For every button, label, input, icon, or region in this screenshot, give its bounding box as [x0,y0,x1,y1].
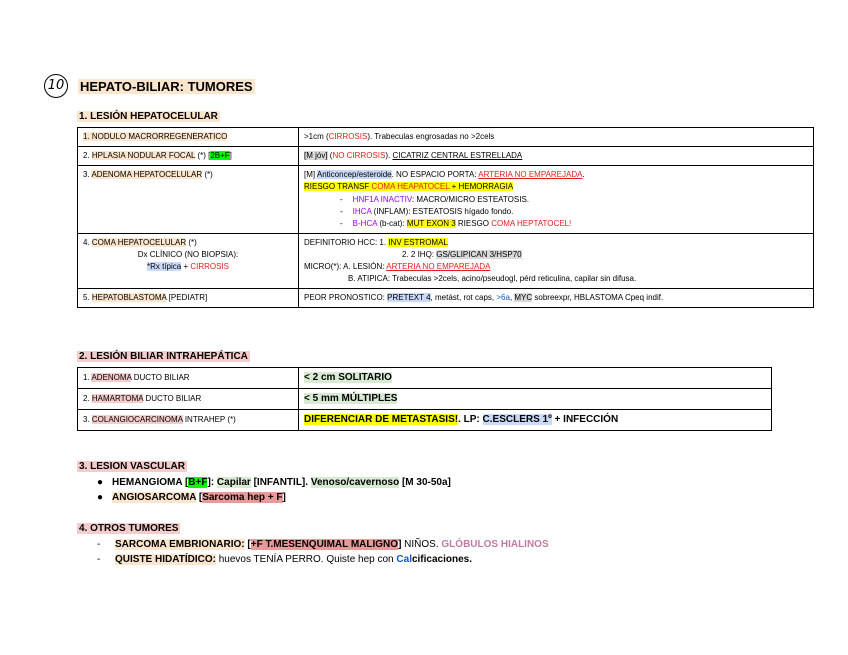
row-1-name [78,368,299,389]
text: (INFLAM): ESTEATOSIS hígado fondo. [371,207,514,216]
hepatoblastoma-label: HEPATOBLASTOMA [91,293,167,302]
row-2-name [78,147,299,166]
text: >1cm ( [304,132,329,141]
text: . [582,170,585,179]
list-item: - QUISTE HIDATÍDICO: huevos TENÍA PERRO. Quiste hep con Calcificaciones. [97,554,472,565]
text: ] [282,492,286,503]
row-2-desc [299,147,814,166]
row-3-desc [299,410,772,431]
text: HEMANGIOMA [ [112,477,189,488]
text: >6a [496,293,510,302]
text: PEOR PRONOSTICO: [304,293,388,302]
text: C.ESCLERS 1º [482,414,552,425]
row-1-name [78,128,299,147]
text: , [509,293,515,302]
text: DIFERENCIAR DE METASTASIS! [304,414,459,425]
text: NO CIRROSIS [332,151,386,160]
dx-line: Dx CLÍNICO (NO BIOPSIA): [137,250,239,259]
text: < 2 cm SOLITARIO [304,372,392,383]
text: + INFECCIÓN [551,414,619,425]
text: sobreexpr, HBLASTOMA Cpeq indif. [532,293,664,302]
text: +F T.MESENQUIMAL MALIGNO [250,539,399,550]
text: (*) [202,170,213,179]
text: 3. [83,415,92,424]
section-2-title: 2. LESIÓN BILIAR INTRAHEPÁTICA [79,351,248,362]
text: DEFINITORIO HCC: 1. [304,238,389,247]
chapter-number: 10 [44,74,68,98]
row-1-desc [299,368,772,389]
text: MYC [514,293,533,302]
text: [ [244,539,251,550]
nodulo-label: 1. NODULO MACRORREGENERATICO [83,132,228,141]
text: (*) [186,238,197,247]
table-row [78,410,772,431]
list-item: ● HEMANGIOMA [B+F]: Capilar [INFANTIL]. Venoso/cavernoso [M 30-50a] [97,477,451,488]
section-2-table [77,367,772,431]
text: [ [196,492,203,503]
text: HAMARTOMA [91,394,144,403]
text: COMA HEPTATOCEL! [491,219,572,228]
list-item [352,194,808,206]
text: COMA HEAPATOCEL [371,182,450,191]
text: [INFANTIL]. [250,477,311,488]
text: (*) [ [195,151,211,160]
text: (b-cat): [377,219,407,228]
table-row [78,368,772,389]
row-1-desc [299,128,814,147]
text: B+F [188,477,208,488]
atipica-line: B. ATIPICA: Trabeculas >2cels, acino/pseudogl, pérd reticulina, capilar sin difusa. [348,274,637,283]
table-row [78,234,814,289]
text: DUCTO BILIAR [131,373,190,382]
adenoma-label: ADENOMA HEPATOCELULAR [91,170,203,179]
text: INTRAHEP (*) [182,415,236,424]
text: ] [398,539,405,550]
text: DUCTO BILIAR [143,394,202,403]
text: MUT EXON 3 [406,219,456,228]
text: + [181,262,191,271]
text: ). Trabeculas engrosadas no >2cels [367,132,495,141]
table-row [78,128,814,147]
text: MICRO(*): A. LESIÓN: [304,262,387,271]
list-item [352,206,808,218]
row-2-name [78,389,299,410]
section-4-title: 4. OTROS TUMORES [79,523,179,534]
hcc-label: COMA HEPATOCELULAR [91,238,187,247]
text: ]: [207,477,217,488]
text: ANGIOSARCOMA [112,492,197,503]
section-1-title: 1. LESIÓN HEPATOCELULAR [79,111,218,122]
text: Capilar [216,477,251,488]
riesgo-line [304,182,513,191]
text: 3. [83,170,92,179]
text: cificaciones. [411,554,472,565]
text: 5. [83,293,92,302]
text: CIRROSIS [190,262,230,271]
text: . LP: [458,414,483,425]
cirrosis-text: CIRROSIS [328,132,368,141]
text: ] [229,151,232,160]
page-title: HEPATO-BILIAR: TUMORES [80,78,253,94]
section-3-title: 3. LESION VASCULAR [79,461,185,472]
table-row [78,289,814,308]
text: Venoso/cavernoso [310,477,400,488]
text: Sarcoma hep + F [202,492,283,503]
subtypes-list [340,194,808,230]
text: SARCOMA EMBRIONARIO: [115,539,245,550]
text: Anticoncep/esteroide [316,170,392,179]
text: : MACRO/MICRO ESTEATOSIS. [411,195,530,204]
text: PRETEXT 4 [387,293,431,302]
text: Cal [396,554,412,565]
row-4-desc [299,234,814,289]
text: [M 30-50a] [399,477,451,488]
tag-badge: 2B+F [210,151,230,160]
page-header [44,74,255,98]
list-item [352,218,808,230]
text: B-HCA [352,219,378,228]
table-row [78,147,814,166]
text: [M jóv] [304,151,328,160]
text: IHCA [352,207,372,216]
text: GLÓBULOS HIALINOS [441,539,549,550]
text: CICATRIZ CENTRAL ESTRELLADA [392,151,523,160]
text: + HEMORRAGIA [449,182,514,191]
list-item: - SARCOMA EMBRIONARIO: [+F T.MESENQUIMAL MALIGNO] NIÑOS. GLÓBULOS HIALINOS [97,539,549,550]
table-row [78,166,814,234]
row-5-name [78,289,299,308]
row-3-name [78,410,299,431]
text: 2. [83,394,92,403]
list-item: ● ANGIOSARCOMA [Sarcoma hep + F] [97,492,286,503]
text: INV ESTROMAL [388,238,448,247]
text: ADENOMA [91,373,132,382]
table-row [78,389,772,410]
text: [PEDIATR] [166,293,208,302]
text: < 5 mm MÚLTIPLES [304,393,398,404]
text: [M] [304,170,317,179]
text: NIÑOS. [404,539,442,550]
text: RIESGO TRANSF [304,182,372,191]
text: huevos TENÍA PERRO. Quiste hep con [215,554,397,565]
text: , metást, rot caps, [430,293,497,302]
text: GS/GLIPICAN 3/HSP70 [436,250,522,259]
text: COLANGIOCARCINOMA [91,415,183,424]
text: . NO ESPACIO PORTA: [391,170,479,179]
text: HNF1A INACTIV [352,195,412,204]
row-4-name [78,234,299,289]
text: 4. [83,238,92,247]
row-3-name [78,166,299,234]
text: 2. 2 IHQ: [402,250,437,259]
row-5-desc [299,289,814,308]
text: QUISTE HIDATÍDICO: [115,554,216,565]
row-3-desc [299,166,814,234]
section-1-table [77,127,814,308]
text: ). [385,151,393,160]
hnf-label: HPLASIA NODULAR FOCAL [91,151,196,160]
text: 1. [83,373,92,382]
text: *Rx típica [146,262,182,271]
text: ARTERIA NO EMPAREJADA [478,170,583,179]
text: RIESGO [455,219,492,228]
text: 2. [83,151,92,160]
row-2-desc [299,389,772,410]
text: ( [327,151,333,160]
text: ARTERIA NO EMPAREJADA [386,262,491,271]
